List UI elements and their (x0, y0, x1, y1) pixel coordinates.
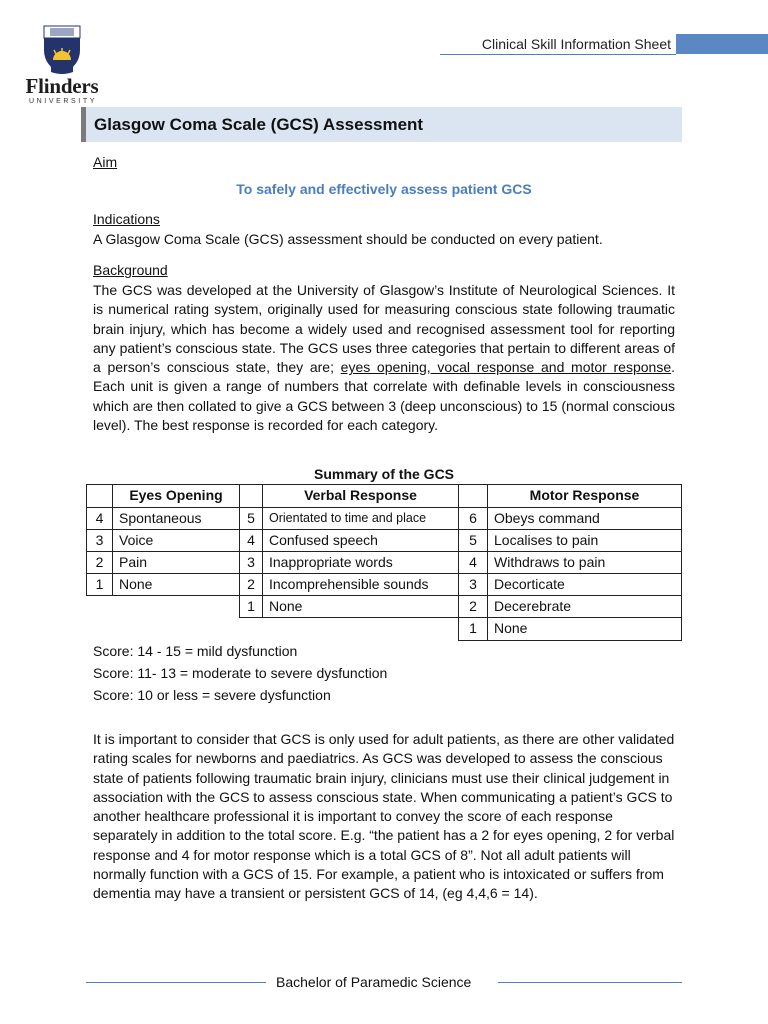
motor-score: 1 (458, 617, 488, 641)
closing-paragraph: It is important to consider that GCS is only used for adult patients, as there are other validated rating scales for newborns and paediatrics. As GCS was developed to assess the conscious state of patients following traumatic brain injury, clinicians must use their clinical judgement in association with the GCS to assess conscious state. When communicating a patient’s GCS to another healthcare professional it is important to convey the score of each response separately in addition to the total score. E.g. “the patient has a 2 for eyes opening, 2 for verbal response and 4 for motor response which is a total GCS of 8”. Not all adult patients will normally function with a GCS of 15. For example, a patient who is intoxicated or suffers from dementia may have a transient or persistent GCS of 14, (eg 4,4,6 = 14). (93, 731, 675, 902)
crest-icon (24, 20, 100, 76)
header-eyes-opening: Eyes Opening (112, 484, 240, 508)
score-line: Score: 10 or less = severe dysfunction (93, 687, 331, 703)
motor-response: Withdraws to pain (487, 551, 682, 574)
verbal-score: 4 (239, 529, 263, 552)
eyes-score: 1 (86, 573, 113, 596)
verbal-response: Incomprehensible sounds (262, 573, 459, 596)
footer-text: Bachelor of Paramedic Science (276, 974, 472, 990)
indications-text: A Glasgow Coma Scale (GCS) assessment should be conducted on every patient. (93, 231, 603, 247)
motor-response: Localises to pain (487, 529, 682, 552)
eyes-score: 3 (86, 529, 113, 552)
logo-subtitle: UNIVERSITY (28, 98, 97, 105)
motor-score: 4 (458, 551, 488, 574)
indications-label: Indications (93, 211, 160, 227)
score-line: Score: 14 - 15 = mild dysfunction (93, 643, 298, 659)
footer-rule-left (86, 982, 266, 983)
background-paragraph (93, 281, 675, 435)
verbal-response: Confused speech (262, 529, 459, 552)
motor-score: 3 (458, 573, 488, 596)
motor-response: Decerebrate (487, 595, 682, 618)
university-logo (24, 20, 100, 106)
header-motor-response: Motor Response (487, 484, 682, 508)
page-title: Glasgow Coma Scale (GCS) Assessment (94, 115, 424, 134)
verbal-score: 1 (239, 595, 263, 618)
motor-response: None (487, 617, 682, 641)
header-rule (440, 54, 676, 55)
header-accent-tab (676, 34, 768, 54)
motor-score: 2 (458, 595, 488, 618)
eyes-response: None (112, 573, 240, 596)
verbal-response: Inappropriate words (262, 551, 459, 574)
eyes-score: 4 (86, 507, 113, 530)
motor-response: Obeys command (487, 507, 682, 530)
verbal-score: 3 (239, 551, 263, 574)
aim-text: To safely and effectively assess patient GCS (236, 181, 532, 197)
eyes-response: Pain (112, 551, 240, 574)
background-categories: eyes opening, vocal response and motor response (340, 359, 672, 376)
verbal-score: 5 (239, 507, 263, 530)
motor-score: 5 (458, 529, 488, 552)
eyes-response: Spontaneous (112, 507, 240, 530)
title-bar (81, 107, 682, 142)
motor-response: Decorticate (487, 573, 682, 596)
table-header-blank (458, 484, 488, 508)
verbal-response: Orientated to time and place (262, 507, 459, 530)
background-label: Background (93, 262, 168, 278)
verbal-score: 2 (239, 573, 263, 596)
logo-wordmark: Flinders (25, 74, 99, 98)
score-line: Score: 11- 13 = moderate to severe dysfunction (93, 665, 388, 681)
document-type: Clinical Skill Information Sheet (481, 36, 671, 52)
table-title: Summary of the GCS (313, 466, 455, 482)
background-text-end: . Each unit is given a range of numbers that correlate with definable levels in consciousness which are then collated to give a GCS between 3 (deep unconscious) to 15 (normal conscious level). The best response is recorded for each category. (93, 359, 675, 434)
aim-label: Aim (93, 154, 118, 170)
eyes-response: Voice (112, 529, 240, 552)
background-text-start: The GCS was developed at the University of Glasgow’s Institute of Neurological Sciences. It is numerical rating system, originally used for measuring conscious state following traumatic brain injury, which has become a widely used and recognised assessment tool for reporting any patient’s conscious state. The GCS uses three categories that pertain to different areas of a person’s conscious state, they are; (93, 282, 675, 376)
footer-rule-right (498, 982, 682, 983)
table-header-blank (239, 484, 263, 508)
table-header-blank (86, 484, 113, 508)
motor-score: 6 (458, 507, 488, 530)
verbal-response: None (262, 595, 459, 618)
eyes-score: 2 (86, 551, 113, 574)
header-verbal-response: Verbal Response (262, 484, 459, 508)
